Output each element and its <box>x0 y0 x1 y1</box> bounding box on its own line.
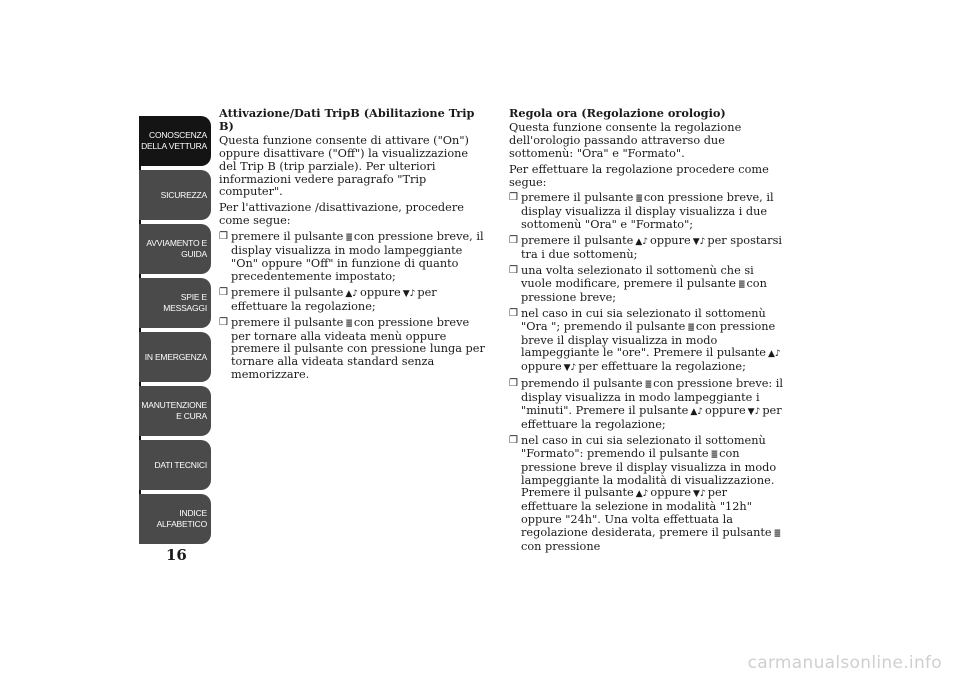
mode-button-icon: ≣ <box>773 529 781 540</box>
tab-dati-tecnici[interactable] <box>139 440 211 490</box>
mode-button-icon: ≣ <box>345 233 352 244</box>
tab-label: MANUTENZIONE E CURA <box>141 400 207 421</box>
down-button-icon: ▼♪ <box>402 288 416 299</box>
down-button-icon: ▼♪ <box>692 237 706 248</box>
up-button-icon: ▲♪ <box>635 489 649 500</box>
checkbox-bullet-icon: ❒ <box>219 316 228 328</box>
down-button-icon: ▼♪ <box>563 363 577 374</box>
tab-label: DATI TECNICI <box>154 459 207 470</box>
tab-sicurezza[interactable] <box>139 170 211 220</box>
up-button-icon: ▲♪ <box>345 288 359 299</box>
tab-label: SICUREZZA <box>160 189 207 200</box>
mode-button-icon: ≣ <box>635 194 642 205</box>
watermark: carmanualsonline.info <box>747 653 942 673</box>
tab-indice[interactable] <box>139 494 211 544</box>
procedure-text: Per l'attivazione /disattivazione, procedere come segue: <box>219 201 464 228</box>
list-item: ❒ premere il pulsante ≣ con pressione breve, il display visualizza il display visualizza i due sottomenù "Ora" e "Formato"; <box>509 191 774 232</box>
checkbox-bullet-icon: ❒ <box>509 264 518 276</box>
checkbox-bullet-icon: ❒ <box>509 378 518 390</box>
tab-emergenza[interactable] <box>139 332 211 382</box>
checkbox-bullet-icon: ❒ <box>509 307 518 319</box>
tab-avviamento[interactable] <box>139 224 211 274</box>
mode-button-icon: ≣ <box>345 318 352 329</box>
list-item: ❒ nel caso in cui sia selezionato il sottomenù "Ora "; premendo il pulsante ≣ con pressione breve il display visualizza in modo lampeggiante le "ore". Premere il pulsante ▲♪oppure ▼♪ per effettuare la regolazione; <box>509 306 781 374</box>
list-item: ❒ premendo il pulsante ≣ con pressione breve: il display visualizza in modo lampeggiante i "minuti". Premere il pulsante ▲♪ oppure ▼♪ per effettuare la regolazione; <box>509 377 784 431</box>
intro-text: Questa funzione consente di attivare ("On") oppure disattivare ("Off") la visualizzazione del Trip B (trip parziale). Per ulteriori informazioni vedere paragrafo "Trip computer". <box>219 133 469 199</box>
mode-button-icon: ≣ <box>687 322 694 333</box>
left-column <box>219 107 489 385</box>
tab-label: SPIE E MESSAGGI <box>163 292 207 313</box>
mode-button-icon: ≣ <box>737 279 745 290</box>
section-heading: Attivazione/Dati TripB (Abilitazione Trip B) <box>219 106 475 133</box>
intro-text: Questa funzione consente la regolazione dell'orologio passando attraverso due sottomenù: "Ora" e "Formato". <box>509 120 742 160</box>
down-button-icon: ▼♪ <box>747 407 761 418</box>
mode-button-icon: ≣ <box>710 449 718 460</box>
tab-label: INDICE ALFABETICO <box>156 508 207 529</box>
checkbox-bullet-icon: ❒ <box>219 286 228 298</box>
page-number: 16 <box>166 546 187 564</box>
checkbox-bullet-icon: ❒ <box>509 235 518 247</box>
list-item: ❒ premere il pulsante ≣ con pressione breve per tornare alla videata menù oppure premere il pulsante con pressione lunga per tornare alla videata standard senza memorizzare. <box>219 315 485 382</box>
list-item: ❒ premere il pulsante ▲♪ oppure ▼♪ per effettuare la regolazione; <box>219 285 437 313</box>
list-item: ❒ nel caso in cui sia selezionato il sottomenù "Formato": premendo il pulsante ≣ con pressione breve il display visualizza in modo lampeggiante la modalità di visualizzazione. Premere il pulsante ▲♪ oppure ▼♪ per effettuare la selezione in modalità "12h" oppure "24h". Una volta effettuata la regolazione desiderata, premere il pulsante ≣con pressione <box>509 433 781 554</box>
section-heading: Regola ora (Regolazione orologio) <box>509 106 726 120</box>
tab-manutenzione[interactable] <box>139 386 211 436</box>
list-item: ❒ premere il pulsante ▲♪ oppure ▼♪ per spostarsi tra i due sottomenù; <box>509 234 782 262</box>
tab-spie[interactable] <box>139 278 211 328</box>
up-button-icon: ▲♪ <box>767 349 781 360</box>
tab-label: IN EMERGENZA <box>144 351 207 362</box>
up-button-icon: ▲♪ <box>635 237 649 248</box>
down-button-icon: ▼♪ <box>693 489 706 500</box>
list-item: ❒ premere il pulsante ≣ con pressione breve, il display visualizza in modo lampeggiante "On" oppure "Off" in funzione di quanto precedentemente impostato; <box>219 230 484 283</box>
mode-button-icon: ≣ <box>644 380 652 391</box>
checkbox-bullet-icon: ❒ <box>509 192 518 204</box>
procedure-text: Per effettuare la regolazione procedere come segue: <box>509 162 769 189</box>
tab-label: CONOSCENZA DELLA VETTURA <box>141 130 207 151</box>
chapter-sidebar <box>139 116 211 548</box>
checkbox-bullet-icon: ❒ <box>509 434 518 446</box>
up-button-icon: ▲♪ <box>690 407 704 418</box>
checkbox-bullet-icon: ❒ <box>219 231 228 243</box>
tab-conoscenza[interactable] <box>139 116 211 166</box>
list-item: ❒ una volta selezionato il sottomenù che si vuole modificare, premere il pulsante ≣ con pressione breve; <box>509 263 767 304</box>
right-column <box>509 107 784 557</box>
tab-label: AVVIAMENTO E GUIDA <box>146 238 207 259</box>
